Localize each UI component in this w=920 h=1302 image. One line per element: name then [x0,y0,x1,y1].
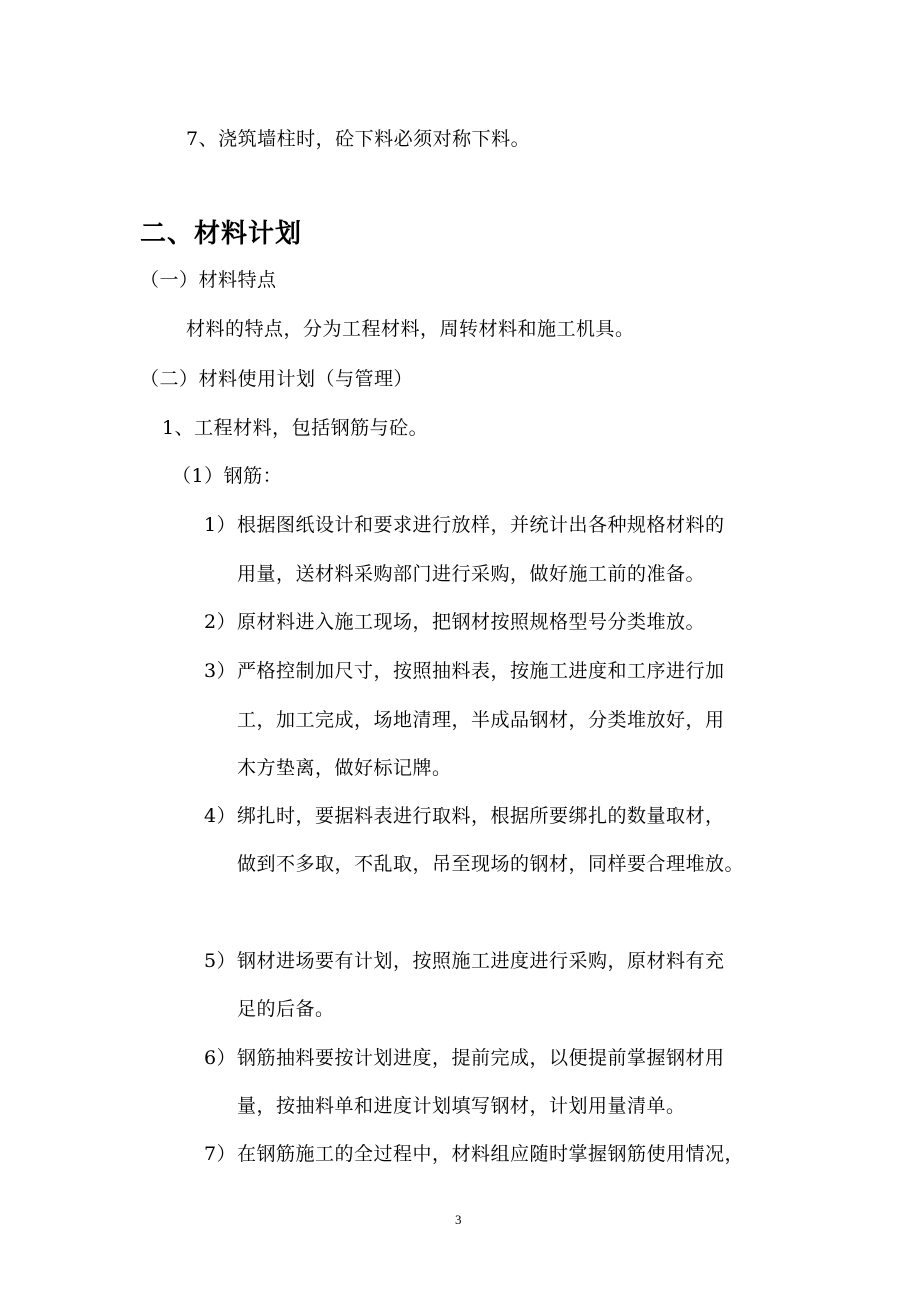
step-6-line-2: 量，按抽料单和进度计划填写钢材，计划用量清单。 [237,1095,686,1117]
step-4-line-1: 绑扎时，要据料表进行取料，根据所要绑扎的数量取材， [237,805,725,827]
page-number: 3 [455,1212,462,1227]
step-5-line-2: 足的后备。 [237,998,335,1020]
subsection-title-2: （二）材料使用计划（与管理） [140,368,414,390]
step-7-line-1: 在钢筋施工的全过程中，材料组应随时掌握钢筋使用情况， [237,1143,745,1165]
step-5-label: 5） [204,950,237,972]
step-3-label: 3） [204,660,237,682]
step-4-line-2: 做到不多取，不乱取，吊至现场的钢材，同样要合理堆放。 [237,853,745,875]
step-4-label: 4） [204,805,237,827]
step-3-line-2: 工，加工完成，场地清理，半成品钢材，分类堆放好，用 [237,709,725,731]
step-3-line-1: 严格控制加尺寸，按照抽料表，按施工进度和工序进行加 [237,660,725,682]
step-6-line-1: 钢筋抽料要按计划进度，提前完成，以便提前掌握钢材用 [237,1047,725,1069]
step-2-label: 2） [204,611,237,633]
step-2-line-1: 原材料进入施工现场，把钢材按照规格型号分类堆放。 [237,611,706,633]
step-3-line-3: 木方垫离，做好标记牌。 [237,757,452,779]
paragraph-material-features: 材料的特点，分为工程材料，周转材料和施工机具。 [186,318,635,340]
list-item-engineering-materials: 1、工程材料，包括钢筋与砼。 [162,417,429,439]
step-1-line-2: 用量，送材料采购部门进行采购，做好施工前的准备。 [237,563,706,585]
step-6-label: 6） [204,1047,237,1069]
step-7-label: 7） [204,1143,237,1165]
step-1-label: 1） [204,514,237,536]
step-5-line-1: 钢材进场要有计划，按照施工进度进行采购，原材料有充 [237,950,725,972]
step-1-line-1: 根据图纸设计和要求进行放样，并统计出各种规格材料的 [237,514,725,536]
subitem-rebar-title: （1）钢筋： [172,465,283,487]
paragraph-top-item: 7、浇筑墙柱时，砼下料必须对称下料。 [186,128,531,150]
subsection-title-1: （一）材料特点 [140,269,277,291]
section-title: 二、材料计划 [140,219,303,249]
